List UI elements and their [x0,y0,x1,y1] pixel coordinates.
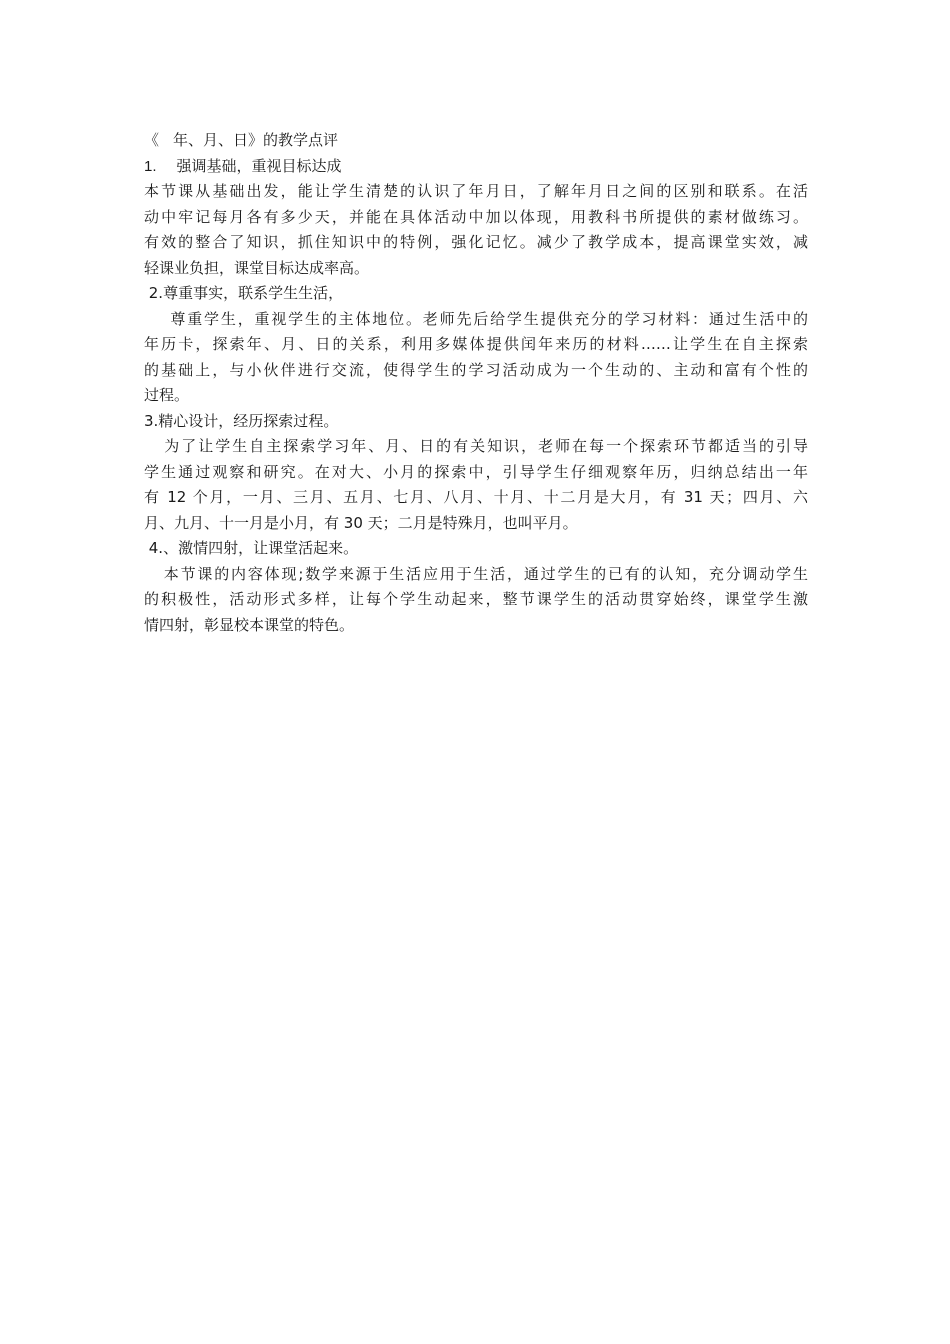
section-3-line: 有 12 个月，一月、三月、五月、七月、八月、十月、十二月是大月，有 31 天；四月、六 [144,488,808,506]
section-4-line: 本节课的内容体现;数学来源于生活应用于生活，通过学生的已有的认知，充分调动学生 [144,564,808,583]
section-4-line: 情四射，彰显校本课堂的特色。 [144,615,355,634]
title-open-bracket: 《 [144,131,160,149]
section-2-line: 尊重学生，重视学生的主体地位。老师先后给学生提供充分的学习材料：通过生活中的 [144,309,808,328]
section-2-line: 年历卡，探索年、月、日的关系，利用多媒体提供闰年来历的材料……让学生在自主探索 [144,335,808,353]
section-1-line: 轻课业负担，课堂目标达成率高。 [144,258,370,277]
section-3-line: 为了让学生自主探索学习年、月、日的有关知识，老师在每一个探索环节都适当的引导 [144,437,808,455]
document-title [144,128,808,154]
section-2-line: 过程。 [144,386,190,404]
section-1-line: 本节课从基础出发，能让学生清楚的认识了年月日，了解年月日之间的区别和联系。在活 [144,182,808,200]
section-4-line: 的积极性，活动形式多样，让每个学生动起来，整节课学生的活动贯穿始终，课堂学生激 [144,590,808,608]
section-1-line: 动中牢记每月各有多少天，并能在具体活动中加以体现，用教科书所提供的素材做练习。 [144,207,808,226]
section-1-number: 1. [144,157,157,175]
section-1-heading-text: 强调基础，重视目标达成 [176,156,342,175]
section-4-heading: 4.、激情四射，让课堂活起来。 [144,539,359,557]
section-2-heading: 2.尊重事实，联系学生生活， [144,284,344,302]
document-body [144,128,808,638]
section-3-heading: 3.精心设计，经历探索过程。 [144,411,339,430]
section-1-line: 有效的整合了知识，抓住知识中的特例，强化记忆。减少了教学成本，提高课堂实效，减 [144,233,808,251]
title-text: 年、月、日》的教学点评 [173,131,339,149]
section-2-line: 的基础上，与小伙伴进行交流，使得学生的学习活动成为一个生动的、主动和富有个性的 [144,360,808,379]
section-3-line: 月、九月、十一月是小月，有 30 天；二月是特殊月，也叫平月。 [144,513,578,532]
section-3-line: 学生通过观察和研究。在对大、小月的探索中，引导学生仔细观察年历，归纳总结出一年 [144,462,808,481]
section-1-heading [144,154,808,180]
